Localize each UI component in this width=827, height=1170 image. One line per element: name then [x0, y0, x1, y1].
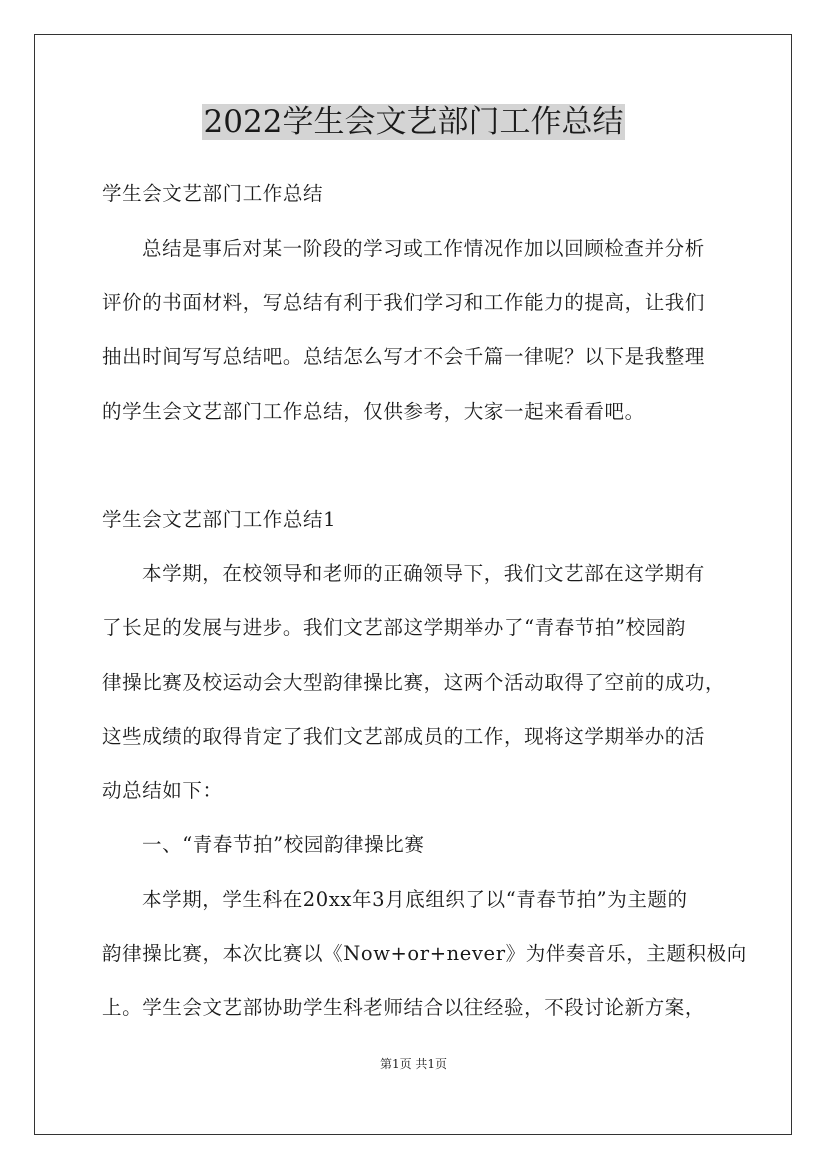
paragraph-line: 抽出时间写写总结吧。总结怎么写才不会千篇一律呢？以下是我整理 — [102, 345, 706, 368]
section-heading-intro: 学生会文艺部门工作总结 — [102, 182, 324, 205]
page-number-footer: 第1页 共1页 — [379, 1057, 448, 1071]
paragraph-line: 本学期，学生科在20xx年3月底组织了以“青春节拍”为主题的 — [142, 888, 688, 911]
paragraph-line: 本学期，在校领导和老师的正确领导下，我们文艺部在这学期有 — [142, 562, 705, 585]
paragraph-line: 了长足的发展与进步。我们文艺部这学期举办了“青春节拍”校园韵 — [102, 616, 686, 639]
paragraph-line: 动总结如下： — [102, 779, 223, 802]
paragraph-line: 上。学生会文艺部协助学生科老师结合以往经验，不段讨论新方案， — [102, 996, 706, 1019]
paragraph-line: 总结是事后对某一阶段的学习或工作情况作加以回顾检查并分析 — [142, 237, 705, 260]
subsection-heading: 一、“青春节拍”校园韵律操比赛 — [142, 833, 425, 856]
paragraph-line: 评价的书面材料，写总结有利于我们学习和工作能力的提高，让我们 — [102, 291, 706, 314]
section-heading-1: 学生会文艺部门工作总结1 — [102, 508, 337, 531]
document-title-text: 2022学生会文艺部门工作总结 — [203, 104, 624, 140]
document-title — [0, 100, 827, 144]
paragraph-line: 的学生会文艺部门工作总结，仅供参考，大家一起来看看吧。 — [102, 400, 645, 423]
paragraph-line: 律操比赛及校运动会大型韵律操比赛，这两个活动取得了空前的成功， — [102, 671, 726, 694]
paragraph-line: 这些成绩的取得肯定了我们文艺部成员的工作，现将这学期举办的活 — [102, 725, 706, 748]
paragraph-line: 韵律操比赛，本次比赛以《Now+or+never》为伴奏音乐，主题积极向 — [102, 942, 747, 965]
